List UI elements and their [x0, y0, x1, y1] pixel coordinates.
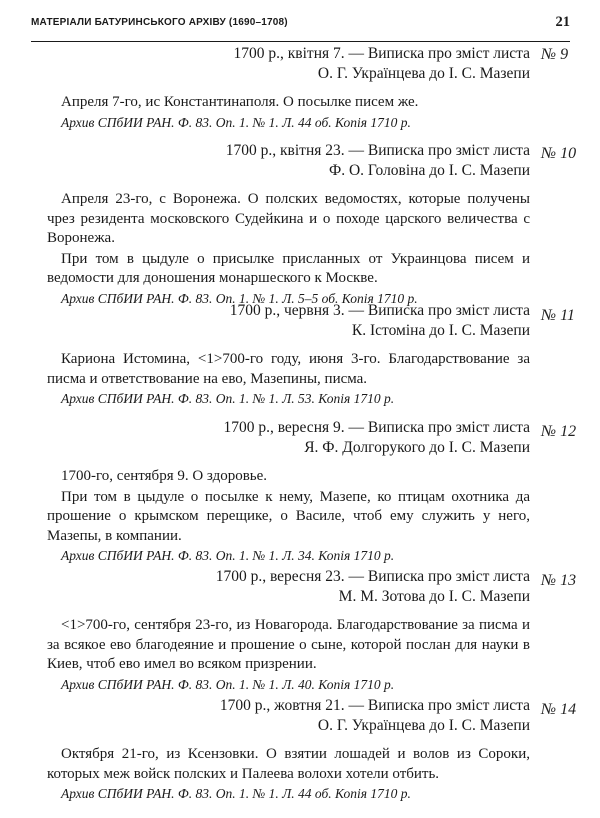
running-header [31, 13, 570, 42]
entry-title-line-2: К. Істоміна до І. С. Мазепи [351, 322, 530, 339]
archive-reference: Архив СПбИИ РАН. Ф. 83. Оп. 1. № 1. Л. 53. Копія 1710 р. [61, 391, 395, 406]
archive-reference: Архив СПбИИ РАН. Ф. 83. Оп. 1. № 1. Л. 34. Копія 1710 р. [61, 548, 395, 563]
entry-paragraph: Апреля 23-го, с Воронежа. О полских ведомостях, которые получены чрез резидента московского Судейкина и о походе царского величества с Воронежа. [47, 191, 530, 246]
document-entry [47, 567, 577, 694]
entry-title-line-2: М. М. Зотова до І. С. Мазепи [338, 588, 530, 605]
entry-title-line-1: 1700 р., вересня 23. — Виписка про зміст листа [215, 568, 530, 585]
entry-title-line-1: 1700 р., квітня 23. — Виписка про зміст листа [225, 142, 530, 159]
document-entry [47, 141, 577, 308]
entry-title-line-2: О. Г. Українцева до І. С. Мазепи [317, 65, 530, 82]
entry-number: № 9 [541, 46, 569, 63]
entry-title-line-1: 1700 р., квітня 7. — Виписка про зміст листа [233, 45, 530, 62]
entry-title-line-2: Я. Ф. Долгорукого до І. С. Мазепи [304, 439, 530, 456]
entry-title-line-1: 1700 р., вересня 9. — Виписка про зміст листа [223, 419, 530, 436]
entry-paragraph: Апреля 7-го, ис Константинаполя. О посылке писем же. [61, 94, 419, 110]
entry-number: № 11 [541, 307, 575, 324]
entry-number: № 10 [541, 145, 577, 162]
entry-paragraph: При том в цыдуле о присылке присланных от Украинцова писем и ведомости для доношения монаршеского к Москве. [47, 250, 530, 286]
entry-title-line-2: Ф. О. Головіна до І. С. Мазепи [328, 162, 530, 179]
entry-paragraph: 1700-го, сентября 9. О здоровье. [61, 468, 268, 484]
entry-number: № 12 [541, 423, 577, 440]
header-title: МАТЕРІАЛИ БАТУРИНСЬКОГО АРХІВУ (1690–1708) [31, 17, 288, 28]
entry-title-line-1: 1700 р., червня 3. — Виписка про зміст листа [229, 302, 530, 319]
archive-reference: Архив СПбИИ РАН. Ф. 83. Оп. 1. № 1. Л. 40. Копія 1710 р. [61, 676, 395, 692]
entry-number: № 13 [541, 572, 577, 589]
page-number: 21 [555, 14, 570, 30]
archive-reference: Архив СПбИИ РАН. Ф. 83. Оп. 1. № 1. Л. 44 об. Копія 1710 р. [61, 114, 411, 130]
entry-paragraph: <1>700-го, сентября 23-го, из Новагорода. Благодарствование за писма и за всякое ево благодеяние и прошение о сыне, которой послан для науки в Киев, чтоб ево имел во всяком призрении. [47, 617, 530, 672]
archive-reference: Архив СПбИИ РАН. Ф. 83. Оп. 1. № 1. Л. 5–5 об. Копія 1710 р. [61, 290, 418, 306]
entry-title-line-1: 1700 р., жовтня 21. — Виписка про зміст листа [219, 697, 530, 714]
archive-reference: Архив СПбИИ РАН. Ф. 83. Оп. 1. № 1. Л. 44 об. Копія 1710 р. [61, 786, 411, 801]
document-entry [47, 301, 575, 408]
document-entry [47, 418, 577, 565]
entry-paragraph: Кариона Истомина, <1>700-го году, июня 3-го. Благодарствование за писма и ответствование на ево, Мазепины, писма. [47, 351, 530, 387]
entry-number: № 14 [541, 701, 577, 718]
document-entry [47, 44, 569, 132]
entry-paragraph: Октября 21-го, из Ксензовки. О взятии лошадей и волов из Сороки, которых меж войск полских и Палеева волохи хотели отбить. [47, 746, 530, 782]
entry-paragraph: При том в цыдуле о посылке к нему, Мазепе, ко птицам охотника да прошение о крымском перещике, о Василе, чтоб ему служить у него, Мазепы, в компании. [47, 488, 530, 544]
entry-title-line-2: О. Г. Українцева до І. С. Мазепи [317, 717, 530, 734]
document-entry [47, 696, 577, 803]
